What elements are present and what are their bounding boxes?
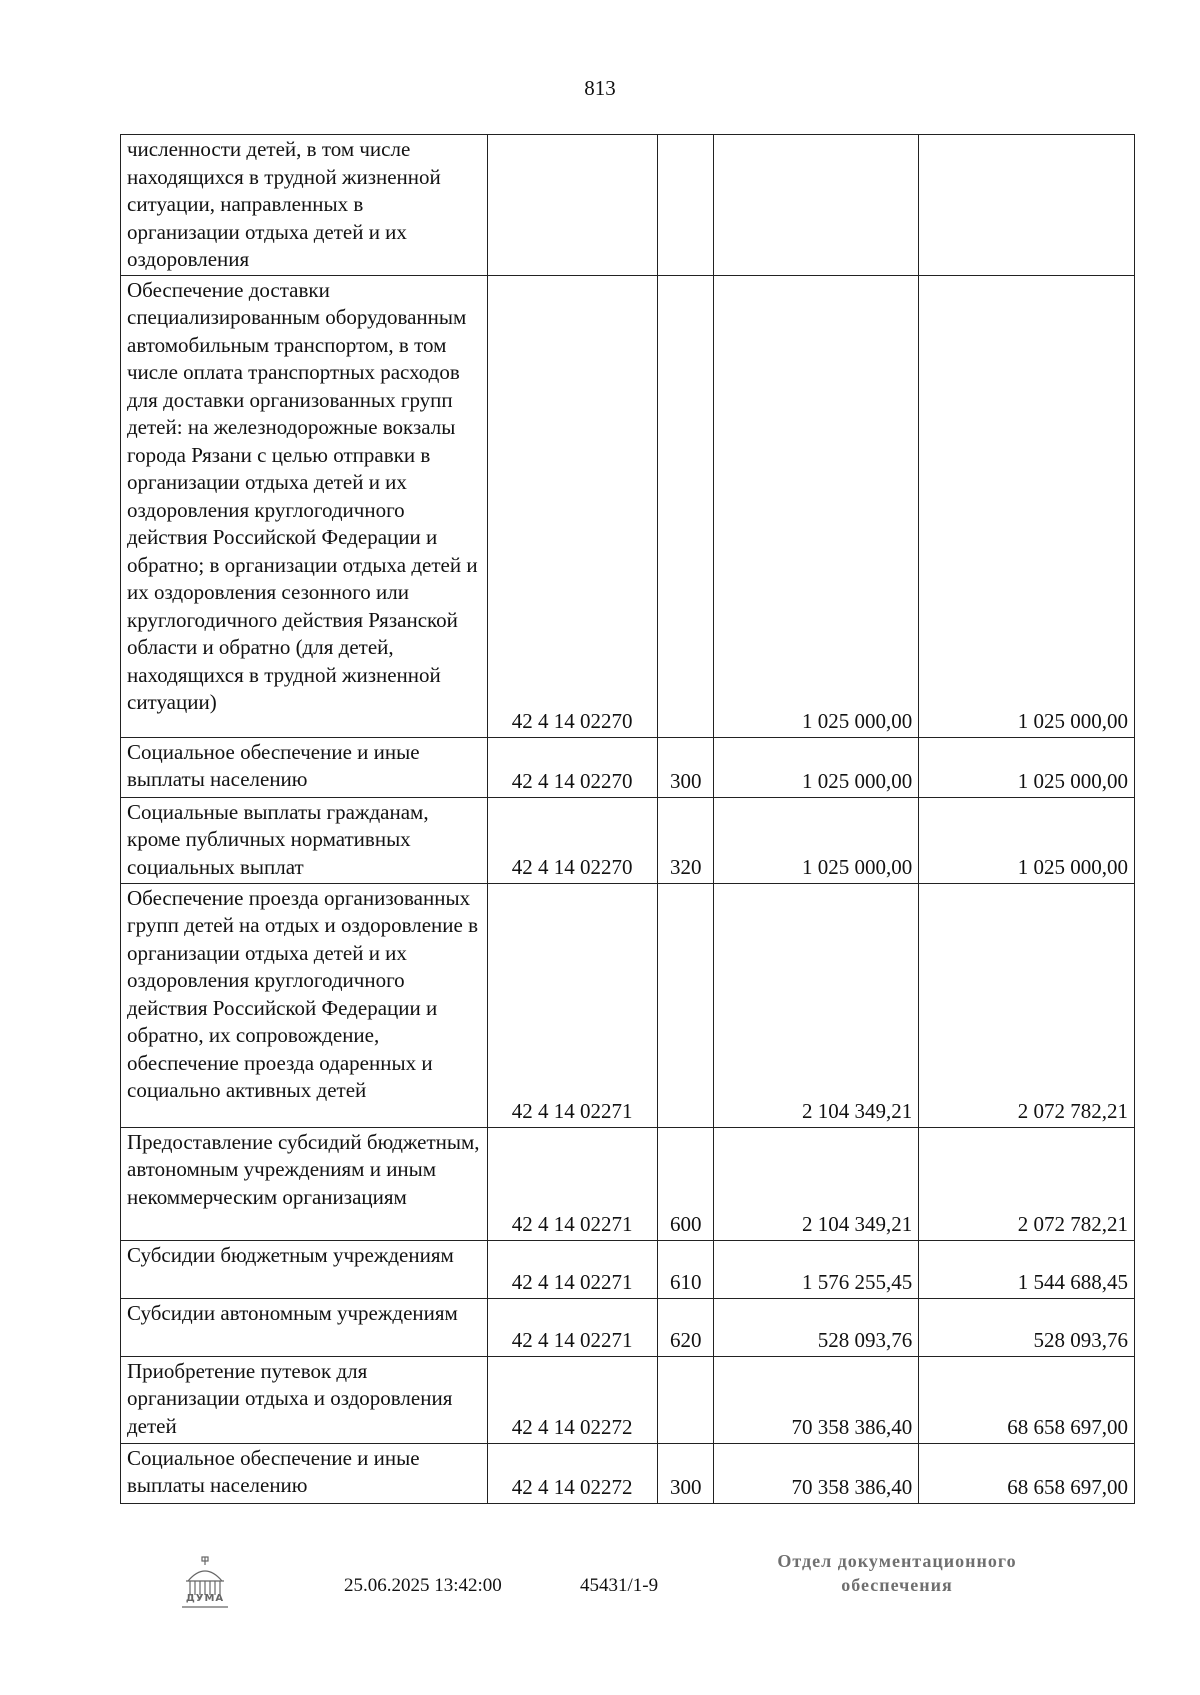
row-sum2-cell: 1 025 000,00 [919,737,1135,797]
row-sum2-cell: 528 093,76 [919,1298,1135,1356]
row-sum2-cell: 68 658 697,00 [919,1443,1135,1503]
row-name-cell: Приобретение путевок для организации отдыха и оздоровления детей [121,1356,488,1443]
row-code-cell: 42 4 14 02272 [487,1356,657,1443]
row-name-cell: Обеспечение проезда организованных групп детей на отдых и оздоровление в организации отдыха детей и их оздоровления круглогодичного действия Российской Федерации и обратно, их сопровождение, обеспечение проезда одаренных и социально активных детей [121,883,488,1127]
row-sum1-cell: 70 358 386,40 [714,1356,919,1443]
row-name-cell: Социальное обеспечение и иные выплаты населению [121,1443,488,1503]
row-sum1-cell [714,135,919,276]
row-sum1-cell: 70 358 386,40 [714,1443,919,1503]
department-stamp [752,1549,1042,1597]
row-code-cell: 42 4 14 02270 [487,275,657,737]
row-sum1-cell: 528 093,76 [714,1298,919,1356]
row-sum1-cell: 2 104 349,21 [714,883,919,1127]
footer-reg-number: 45431/1-9 [580,1575,659,1596]
stamp-line-2: обеспечения [841,1575,953,1595]
row-code-cell: 42 4 14 02270 [487,737,657,797]
row-type-cell: 620 [658,1298,714,1356]
row-name-cell: Субсидии автономным учреждениям [121,1298,488,1356]
row-sum1-cell: 2 104 349,21 [714,1127,919,1240]
row-name-cell: Обеспечение доставки специализированным оборудованным автомобильным транспортом, в том числе оплата транспортных расходов для доставки организованных групп детей: на железнодорожные вокзалы города Рязани с целью отправки в организации отдыха детей и их оздоровления круглогодичного действия Российской Федерации и обратно; в организации отдыха детей и их оздоровления сезонного или круглогодичного действия Рязанской области и обратно (для детей, находящихся в трудной жизненной ситуации) [121,275,488,737]
row-code-cell: 42 4 14 02271 [487,1298,657,1356]
row-sum1-cell: 1 025 000,00 [714,275,919,737]
row-code-cell: 42 4 14 02271 [487,883,657,1127]
row-name-cell: Социальные выплаты гражданам, кроме публичных нормативных социальных выплат [121,797,488,883]
table-row [121,1298,1135,1356]
budget-table [120,134,1135,1504]
table-row [121,737,1135,797]
row-sum2-cell: 1 544 688,45 [919,1240,1135,1298]
row-sum2-cell: 68 658 697,00 [919,1356,1135,1443]
row-name-cell: Социальное обеспечение и иные выплаты населению [121,737,488,797]
table-row [121,275,1135,737]
row-name-cell: Предоставление субсидий бюджетным, автономным учреждениям и иным некоммерческим организациям [121,1127,488,1240]
table-row [121,1443,1135,1503]
row-sum1-cell: 1 025 000,00 [714,797,919,883]
row-type-cell [658,883,714,1127]
row-type-cell: 320 [658,797,714,883]
page-number: 813 [584,76,616,100]
table-row [121,1356,1135,1443]
row-type-cell: 610 [658,1240,714,1298]
row-type-cell: 600 [658,1127,714,1240]
row-sum2-cell: 1 025 000,00 [919,275,1135,737]
row-name-cell: численности детей, в том числе находящихся в трудной жизненной ситуации, направленных в организации отдыха детей и их оздоровления [121,135,488,276]
row-type-cell: 300 [658,1443,714,1503]
row-sum2-cell: 2 072 782,21 [919,883,1135,1127]
table-row [121,1127,1135,1240]
table-row [121,135,1135,276]
row-sum2-cell [919,135,1135,276]
row-code-cell: 42 4 14 02271 [487,1240,657,1298]
stamp-line-1: Отдел документационного [777,1551,1017,1571]
row-code-cell: 42 4 14 02272 [487,1443,657,1503]
row-code-cell: 42 4 14 02270 [487,797,657,883]
row-sum2-cell: 1 025 000,00 [919,797,1135,883]
row-type-cell: 300 [658,737,714,797]
row-code-cell: 42 4 14 02271 [487,1127,657,1240]
footer-datetime: 25.06.2025 13:42:00 [344,1575,502,1596]
row-sum1-cell: 1 025 000,00 [714,737,919,797]
emblem-caption: ДУМА [185,1593,225,1604]
row-type-cell [658,275,714,737]
row-sum2-cell: 2 072 782,21 [919,1127,1135,1240]
row-type-cell [658,135,714,276]
row-type-cell [658,1356,714,1443]
row-name-cell: Субсидии бюджетным учреждениям [121,1240,488,1298]
row-code-cell [487,135,657,276]
table-row [121,797,1135,883]
table-row [121,1240,1135,1298]
table-row [121,883,1135,1127]
row-sum1-cell: 1 576 255,45 [714,1240,919,1298]
